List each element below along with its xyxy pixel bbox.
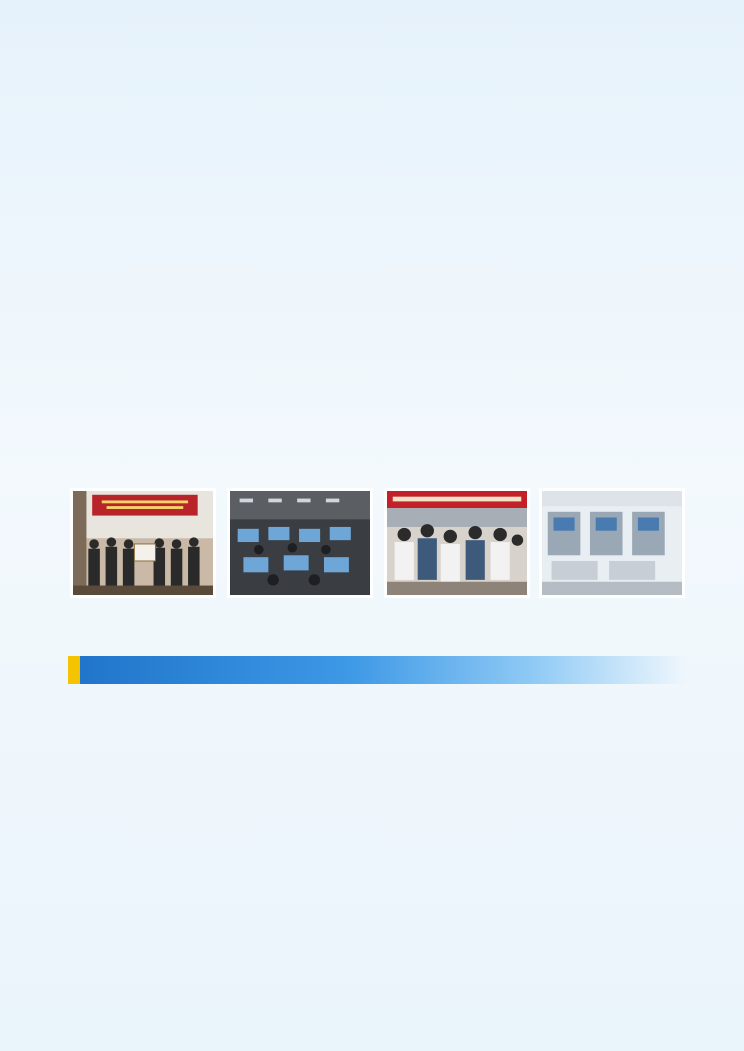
department-banner (68, 650, 688, 690)
recruitment-photo (384, 488, 530, 598)
banner-accent (68, 656, 80, 684)
banner-bar (68, 656, 688, 684)
ceremony-photo (70, 488, 216, 598)
computer-lab-photo (227, 488, 373, 598)
photo-strip (70, 488, 685, 623)
iot-lab-photo (539, 488, 685, 598)
